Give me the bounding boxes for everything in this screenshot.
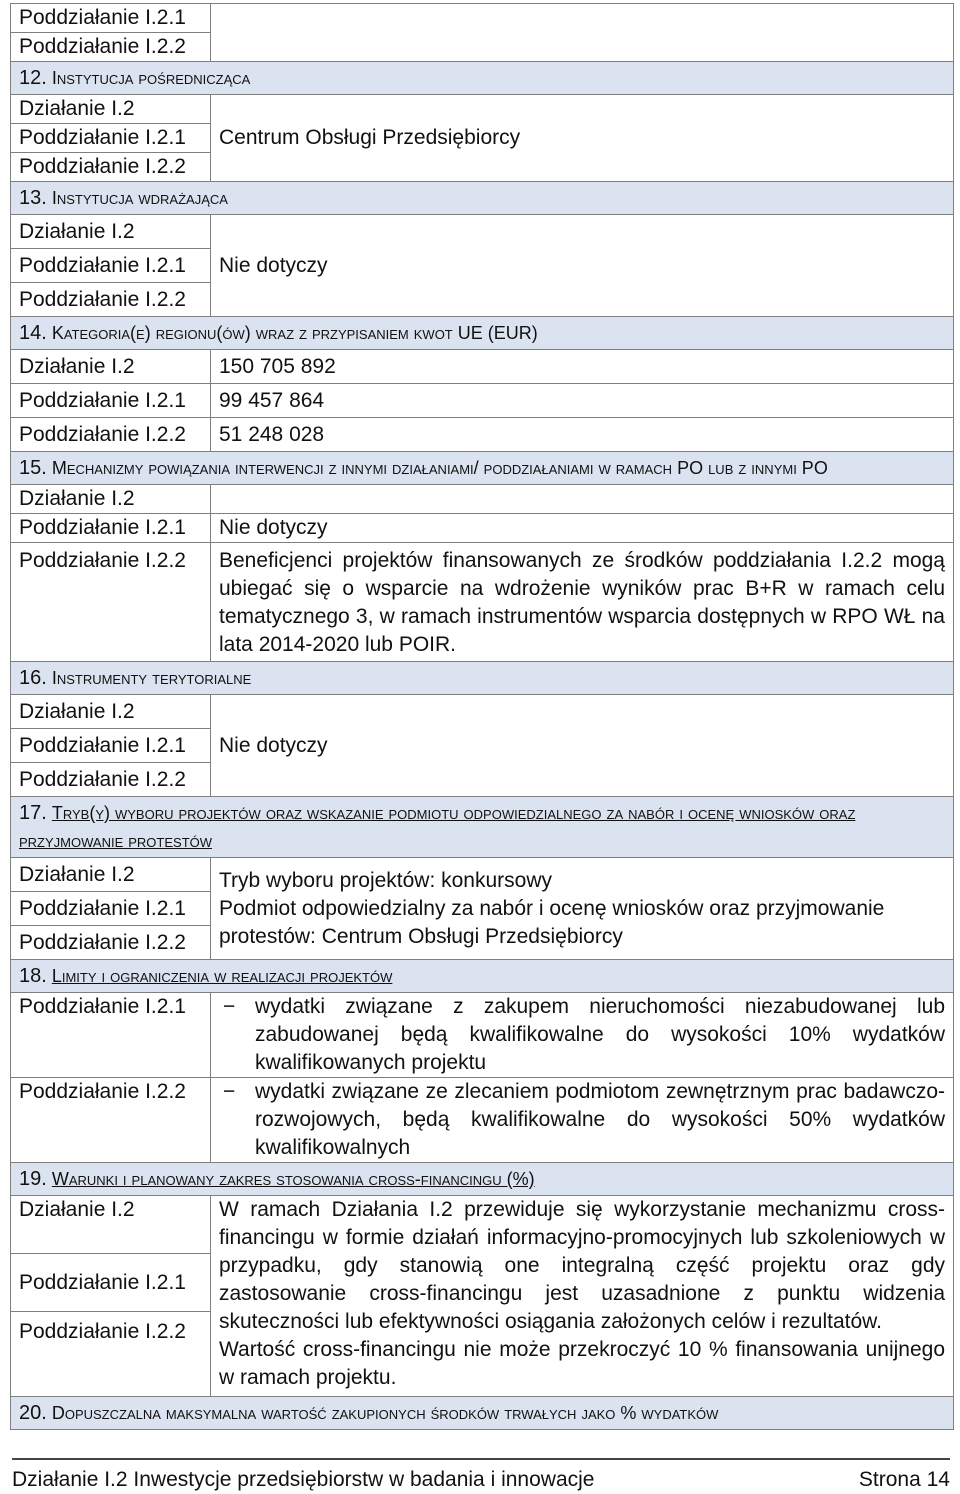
section-value: Nie dotyczy <box>211 695 954 797</box>
section-title: Dopuszczalna maksymalna wartość zakupionych środków trwałych jako % wydatków <box>51 1403 719 1423</box>
section-header-15 <box>11 452 954 485</box>
section-header-13 <box>11 182 954 215</box>
page-footer <box>12 1458 950 1492</box>
section-title: Instytucja wdrażająca <box>51 188 228 208</box>
row-label: Poddziałanie I.2.2 <box>11 1078 211 1163</box>
row-label: Działanie I.2 <box>11 350 211 384</box>
dash-bullet: − <box>223 995 236 1018</box>
row-label: Poddziałanie I.2.1 <box>11 892 211 926</box>
row-label: Poddziałanie I.2.2 <box>11 418 211 452</box>
row-label: Poddziałanie I.2.2 <box>11 283 211 317</box>
row-label: Poddziałanie I.2.2 <box>11 763 211 797</box>
section-title: Mechanizmy powiązania interwencji z innymi działaniami/ poddziałaniami w ramach PO lub z innymi PO <box>51 458 828 478</box>
section-number: 15. <box>19 457 47 479</box>
row-label: Poddziałanie I.2.1 <box>11 514 211 543</box>
row-label: Poddziałanie I.2.2 <box>11 33 211 62</box>
section-value: Centrum Obsługi Przedsiębiorcy <box>211 95 954 182</box>
section-number: 16. <box>19 667 47 689</box>
row-label: Poddziałanie I.2.1 <box>11 384 211 418</box>
section-header-12 <box>11 62 954 95</box>
row-label: Działanie I.2 <box>11 485 211 514</box>
document-table <box>10 3 954 1430</box>
section-value: Nie dotyczy <box>211 215 954 317</box>
section-header-19 <box>11 1163 954 1196</box>
limit-text: wydatki związane ze zlecaniem podmiotom zewnętrznym prac badawczo-rozwojowych, będą kwalifikowalne do wysokości 50% wydatków kwalifikowalnych <box>255 1080 945 1159</box>
eur-amount: 150 705 892 <box>211 350 954 384</box>
empty-cell <box>211 485 954 514</box>
section-value: Nie dotyczy <box>211 514 954 543</box>
cross-financing-cell <box>211 1196 954 1397</box>
row-label: Poddziałanie I.2.2 <box>11 1312 211 1397</box>
section-number: 17. <box>19 802 47 824</box>
section-value: Beneficjenci projektów finansowanych ze środków poddziałania I.2.2 mogą ubiegać się o wsparcie na wdrożenie wyników prac B+R w ramach celu tematycznego 3, w ramach instrumentów wsparcia dostępnych w RPO WŁ na lata 2014-2020 lub POIR. <box>211 543 954 662</box>
section-title: Instytucja pośrednicząca <box>51 68 251 88</box>
row-label: Poddziałanie I.2.1 <box>11 249 211 283</box>
eur-amount: 51 248 028 <box>211 418 954 452</box>
section-title: Warunki i planowany zakres stosowania cross-financingu (%) <box>51 1169 535 1189</box>
row-label: Działanie I.2 <box>11 95 211 124</box>
row-label: Poddziałanie I.2.1 <box>11 729 211 763</box>
eur-amount: 99 457 864 <box>211 384 954 418</box>
cross-financing-paragraph: W ramach Działania I.2 przewiduje się wykorzystanie mechanizmu cross-financingu w formie działań informacyjno-promocyjnych lub szkoleniowych w przypadku, gdy stanowią one integralną część projektu oraz gdy zastosowanie cross-financingu jest uzasadnione z punktu widzenia skuteczności lub efektywności osiągania założonych celów i rezultatów. <box>219 1198 945 1333</box>
row-label: Poddziałanie I.2.2 <box>11 926 211 960</box>
section-title: Tryb(y) wyboru projektów oraz wskazanie podmiotu odpowiedzialnego za nabór i ocenę wniosków oraz przyjmowanie protestów <box>19 803 856 851</box>
row-label: Poddziałanie I.2.1 <box>11 124 211 153</box>
row-label: Działanie I.2 <box>11 695 211 729</box>
selection-mode: Tryb wyboru projektów: konkursowy <box>219 868 553 892</box>
row-label: Poddziałanie I.2.2 <box>11 153 211 182</box>
limit-item <box>219 1078 945 1162</box>
section-title: Limity i ograniczenia w realizacji projektów <box>51 966 393 986</box>
section-title: Instrumenty terytorialne <box>51 668 252 688</box>
section-header-18 <box>11 960 954 993</box>
section-number: 13. <box>19 187 47 209</box>
row-label: Poddziałanie I.2.2 <box>11 543 211 662</box>
section-number: 19. <box>19 1168 47 1190</box>
section-number: 18. <box>19 965 47 987</box>
section-header-17 <box>11 797 954 858</box>
row-label: Poddziałanie I.2.1 <box>11 4 211 33</box>
limit-text: wydatki związane z zakupem nieruchomości niezabudowanej lub zabudowanej będą kwalifikowalne do wysokości 10% wydatków kwalifikowanych projektu <box>255 995 945 1074</box>
page-number: Strona 14 <box>858 1468 950 1491</box>
section-header-16 <box>11 662 954 695</box>
limit-cell <box>211 1078 954 1163</box>
section-number: 12. <box>19 67 47 89</box>
footer-title: Działanie I.2 Inwestycje przedsiębiorstw w badania i innowacje <box>12 1468 595 1491</box>
responsible-body: Podmiot odpowiedzialny za nabór i ocenę wniosków oraz przyjmowanie protestów: Centrum Obsługi Przedsiębiorcy <box>219 896 885 948</box>
dash-bullet: − <box>223 1080 236 1103</box>
row-label: Działanie I.2 <box>11 1196 211 1254</box>
section-header-20 <box>11 1397 954 1430</box>
section-header-14 <box>11 317 954 350</box>
row-label: Poddziałanie I.2.1 <box>11 993 211 1078</box>
selection-mode-cell <box>211 858 954 960</box>
section-number: 14. <box>19 322 47 344</box>
cross-financing-limit: Wartość cross-financingu nie może przekroczyć 10 % finansowania unijnego w ramach projektu. <box>219 1338 945 1389</box>
section-number: 20. <box>19 1402 47 1424</box>
row-label: Poddziałanie I.2.1 <box>11 1254 211 1312</box>
row-label: Działanie I.2 <box>11 858 211 892</box>
row-label: Działanie I.2 <box>11 215 211 249</box>
empty-cell <box>211 4 954 62</box>
limit-cell <box>211 993 954 1078</box>
limit-item <box>219 993 945 1077</box>
section-title: Kategoria(e) regionu(ów) wraz z przypisaniem kwot UE (EUR) <box>51 323 538 343</box>
